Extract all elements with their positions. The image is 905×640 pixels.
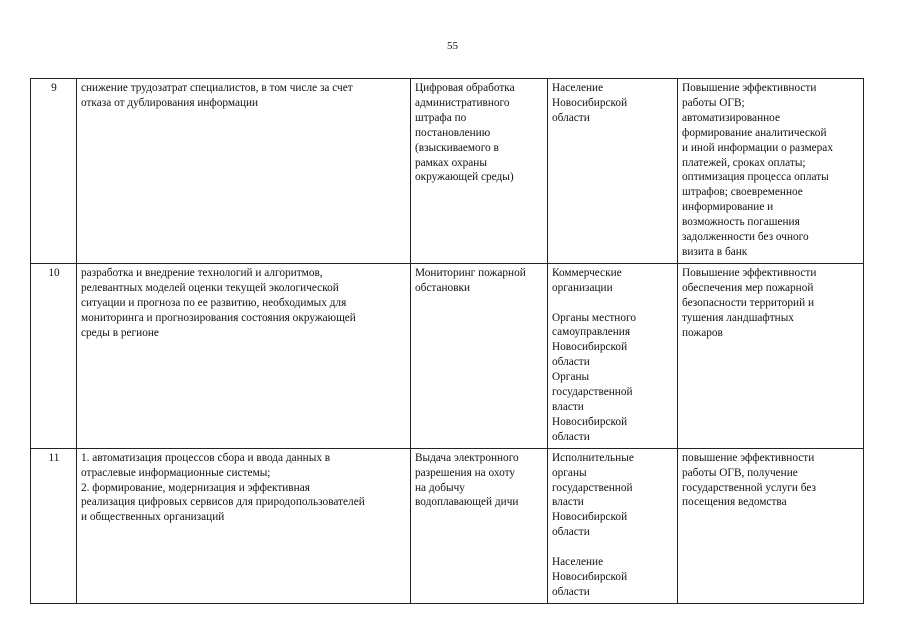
cell-text-line: на добычу: [415, 481, 465, 494]
cell-text-line: власти: [552, 496, 584, 509]
blank-line: [552, 540, 674, 555]
cell-text-line: водоплавающей дичи: [415, 496, 519, 509]
cell-text-line: обеспечения мер пожарной: [682, 281, 814, 294]
cell-text-line: государственной: [552, 481, 633, 494]
cell-text-line: мониторинга и прогнозирования состояния окружающей: [81, 311, 356, 324]
cell-text-line: разработка и внедрение технологий и алгоритмов,: [81, 266, 323, 279]
cell-text-line: постановлению: [415, 126, 491, 139]
cell-text-line: Исполнительные: [552, 451, 634, 464]
consumers-cell: [548, 79, 678, 264]
cell-text-line: Выдача электронного: [415, 451, 519, 464]
cell-text-line: ситуации и прогноза по ее развитию, необходимых для: [81, 296, 347, 309]
cell-text-line: Новосибирской: [552, 511, 628, 524]
cell-text-line: области: [552, 356, 590, 369]
cell-text-line: Органы местного: [552, 311, 637, 324]
cell-text-line: задолженности без очного: [682, 231, 809, 244]
cell-text-line: Цифровая обработка: [415, 82, 515, 94]
cell-text-line: тушения ландшафтных: [682, 311, 794, 324]
consumers-cell: [548, 448, 678, 603]
cell-text-line: штрафов; своевременное: [682, 186, 803, 199]
service-cell: [411, 79, 548, 264]
cell-text-line: Население: [552, 556, 604, 569]
cell-text-line: Повышение эффективности: [682, 266, 817, 279]
cell-text-line: окружающей среды): [415, 171, 514, 184]
cell-text-line: организации: [552, 281, 613, 294]
effect-cell: [678, 79, 864, 264]
row-number-cell: 11: [31, 448, 77, 603]
cell-text-line: снижение трудозатрат специалистов, в том числе за счет: [81, 82, 353, 94]
cell-text-line: визита в банк: [682, 245, 748, 258]
effect-cell: [678, 448, 864, 603]
cell-text-line: разрешения на охоту: [415, 466, 516, 479]
cell-text-line: Новосибирской: [552, 415, 628, 428]
cell-text-line: административного: [415, 96, 510, 109]
measures-table: [30, 78, 864, 604]
cell-text-line: Коммерческие: [552, 266, 622, 279]
cell-text-line: области: [552, 585, 590, 598]
cell-text-line: государственной услуги без: [682, 481, 817, 494]
description-cell: [77, 79, 411, 264]
consumers-cell: [548, 263, 678, 448]
cell-text-line: и иной информации о размерах: [682, 141, 833, 154]
cell-text-line: Новосибирской: [552, 341, 628, 354]
cell-text-line: органы: [552, 466, 587, 479]
service-cell: [411, 263, 548, 448]
cell-text-line: (взыскиваемого в: [415, 141, 499, 154]
cell-text-line: оптимизация процесса оплаты: [682, 171, 829, 184]
cell-text-line: информирование и: [682, 201, 774, 214]
blank-line: [552, 296, 674, 311]
cell-text-line: отраслевые информационные системы;: [81, 466, 271, 479]
cell-text-line: релевантных моделей оценки текущей экологической: [81, 281, 339, 294]
cell-text-line: власти: [552, 401, 584, 414]
cell-text-line: работы ОГВ;: [682, 96, 745, 109]
table-row: [31, 448, 864, 603]
cell-text-line: штрафа по: [415, 111, 467, 124]
cell-text-line: Население: [552, 82, 604, 94]
cell-text-line: повышение эффективности: [682, 451, 815, 464]
cell-text-line: пожаров: [682, 326, 723, 339]
row-number-cell: 9: [31, 79, 77, 264]
cell-text-line: и общественных организаций: [81, 511, 225, 524]
cell-text-line: Повышение эффективности: [682, 82, 817, 94]
cell-text-line: платежей, сроках оплаты;: [682, 156, 806, 169]
cell-text-line: обстановки: [415, 281, 471, 294]
cell-text-line: среды в регионе: [81, 326, 159, 339]
service-cell: [411, 448, 548, 603]
effect-cell: [678, 263, 864, 448]
cell-text-line: области: [552, 526, 590, 539]
cell-text-line: возможность погашения: [682, 216, 800, 229]
cell-text-line: работы ОГВ, получение: [682, 466, 798, 479]
cell-text-line: области: [552, 111, 590, 124]
cell-text-line: реализация цифровых сервисов для природопользователей: [81, 496, 365, 509]
cell-text-line: области: [552, 430, 590, 443]
cell-text-line: рамках охраны: [415, 156, 487, 169]
cell-text-line: Новосибирской: [552, 96, 628, 109]
cell-text-line: посещения ведомства: [682, 496, 787, 509]
cell-text-line: самоуправления: [552, 326, 631, 339]
cell-text-line: Органы: [552, 371, 590, 384]
table-row: [31, 79, 864, 264]
description-cell: [77, 263, 411, 448]
cell-text-line: отказа от дублирования информации: [81, 96, 259, 109]
row-number-cell: 10: [31, 263, 77, 448]
cell-text-line: безопасности территорий и: [682, 296, 815, 309]
cell-text-line: государственной: [552, 386, 633, 399]
cell-text-line: автоматизированное: [682, 111, 780, 124]
cell-text-line: Мониторинг пожарной: [415, 266, 526, 279]
cell-text-line: формирование аналитической: [682, 126, 827, 139]
cell-text-line: 2. формирование, модернизация и эффективная: [81, 481, 310, 494]
table-row: [31, 263, 864, 448]
page-number: 55: [447, 40, 458, 52]
description-cell: [77, 448, 411, 603]
cell-text-line: 1. автоматизация процессов сбора и ввода данных в: [81, 451, 331, 464]
cell-text-line: Новосибирской: [552, 570, 628, 583]
